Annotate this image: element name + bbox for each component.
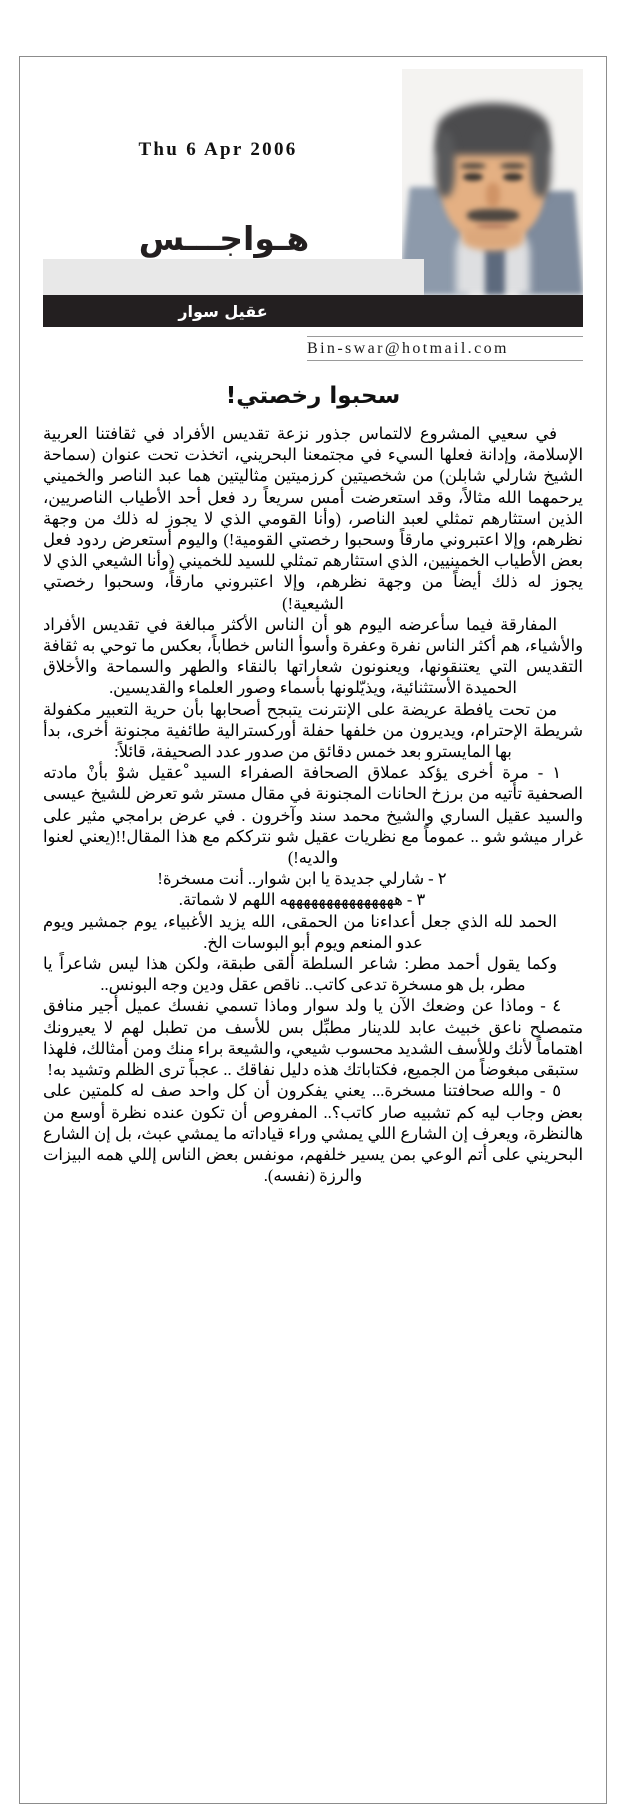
article-paragraph: الحمد لله الذي جعل أعداءنا من الحمقى، الله يزيد الأغبياء، يوم جمشير ويوم عدو المنعم ويوم أبو البوسات الخ.: [43, 911, 557, 952]
author-byline-bar: [43, 295, 583, 327]
article-paragraph: المفارقة فيما سأعرضه اليوم هو أن الناس الأكثر مبالغة في تقديس الأفراد والأشياء، هم أكثر الناس نفرة وعفرة وأسوأ الناس خطاباً، بعكس ما توحي به ثقافة التقديس التي يعتنقونها، ويعنونون شعاراتها بالنقاء والطهر والسماحة والأخلاق الحميدة الأستثنائية، ويذيّلونها بأسماء وصور العلماء والقديسين.: [43, 614, 583, 698]
article-paragraph: من تحت يافطة عريضة على الإنترنت يتبجح أصحابها بأن حرية التعبير مكفولة شريطة الإحترام، ويديرون من خلفها حفلة أوركسترالية طائفية مجنونة أخرى، بدأ بها المايسترو بعد خمس دقائق من صدور عدد الصحيفة، قائلاً:: [43, 699, 583, 762]
publication-date: Thu 6 Apr 2006: [138, 139, 298, 160]
article-body: [43, 423, 583, 1186]
article-list-item: ٤ - وماذا عن وضعك الآن يا ولد سوار وماذا تسمي نفسك عميل أجير منافق متمصلح ناعق خبيث عابد للدينار مطبِّل بس للأسف من تطبل لهم لا يعيرونك اهتماماً لأنك وللأسف الشديد محسوب شيعي، والشيعة براء منك ومن أمثالك، فلهذا ستبقى مبغوضاً من الجميع، فكتاباتك هذه دليل نفاقك .. عجباً ترى الظلم وتشيد به!: [43, 996, 583, 1080]
article-frame: [19, 56, 607, 1804]
masthead-grey-band: [43, 259, 424, 296]
article-list-item: ١ - مرة أخرى يؤكد عملاق الصحافة الصفراء السيد ْعقيل شوْ بأنْ مادته الصحفية تأتيه من برزخ الحانات المجنونة في مقال مستر شو تعرض للشيخ عيسى والسيد عقيل الساري والشيخ محمد سند وآخرون . في عرض برامجي مثير على غرار ميشو شو .. عموماً مع نظريات عقيل شو نترككم مع هذا المقال!!(يعني لعنوا والديه!): [43, 763, 583, 868]
author-name: عقيل سوار: [178, 301, 268, 321]
author-email[interactable]: Bin-swar@hotmail.com: [307, 340, 509, 357]
article-paragraph: وكما يقول أحمد مطر: شاعر السلطة ألقى طبقة، ولكن هذا ليس شاعراً يا مطر، بل هو مسخرة تدعى كاتب.. ناقص عقل ودين وجه البونس..: [43, 954, 557, 995]
article-list-item: ٢ - شارلي جديدة يا ابن شوار.. أنت مسخرة!: [157, 869, 447, 889]
column-logo: هـواجـــس: [138, 219, 310, 258]
article-headline: سحبوا رخصتي!: [225, 383, 401, 409]
article-list-item: ٥ - والله صحافتنا مسخرة... يعني يفكرون أن كل واحد صف له كلمتين على بعض وجاب ليه كم تشبيه صار كاتب؟.. المفروص أن تكون عنده نظرة أوسع من هالنظرة، ويعرف إن الشارع اللي يمشي وراء قياداته ما يمشي عبث، بل إن الشارع البحريني على أتم الوعي بمن يسير خلفهم، مونفس بعض الناس إللي همه البيزات والرزة (نفسه).: [43, 1081, 583, 1186]
author-email-block: [307, 336, 583, 361]
article-list-item: ٣ - هههههههههههههههه اللهم لا شماتة.: [178, 890, 426, 910]
author-portrait: [402, 69, 583, 295]
masthead: [43, 69, 583, 321]
article-paragraph: في سعيي المشروع لالتماس جذور نزعة تقديس الأفراد في ثقافتنا العربية الإسلامة، وإدانة فعلها السيء في مجتمعنا البحريني، اتخذت تحت عنوان (سماحة الشيخ شارلي شابلن) من شخصيتين كرزميتين مثاليتين هما عبد الناصر والخميني يرحمهما الله مثالاً، وقد استعرضت أمس سريعاً رد فعل أحد الأطياب الناصريين، الذين استثارهم تمثلي لعبد الناصر، (وأنا القومي الذي لا يجوز له ذلك من وجهة نظرهم، وإلا اعتبروني مارقاً وسحبوا رخصتي القومية!) واليوم أستعرض ردود فعل بعض الأطياب الخمينيين، الذي استثارهم تمثلي للسيد للخميني (وأنا الشيعي الذي لا يجوز له ذلك أيضاً من وجهة نظرهم، وإلا اعتبروني مارقاً، وسحبوا رخصتي الشيعية!): [43, 424, 583, 613]
